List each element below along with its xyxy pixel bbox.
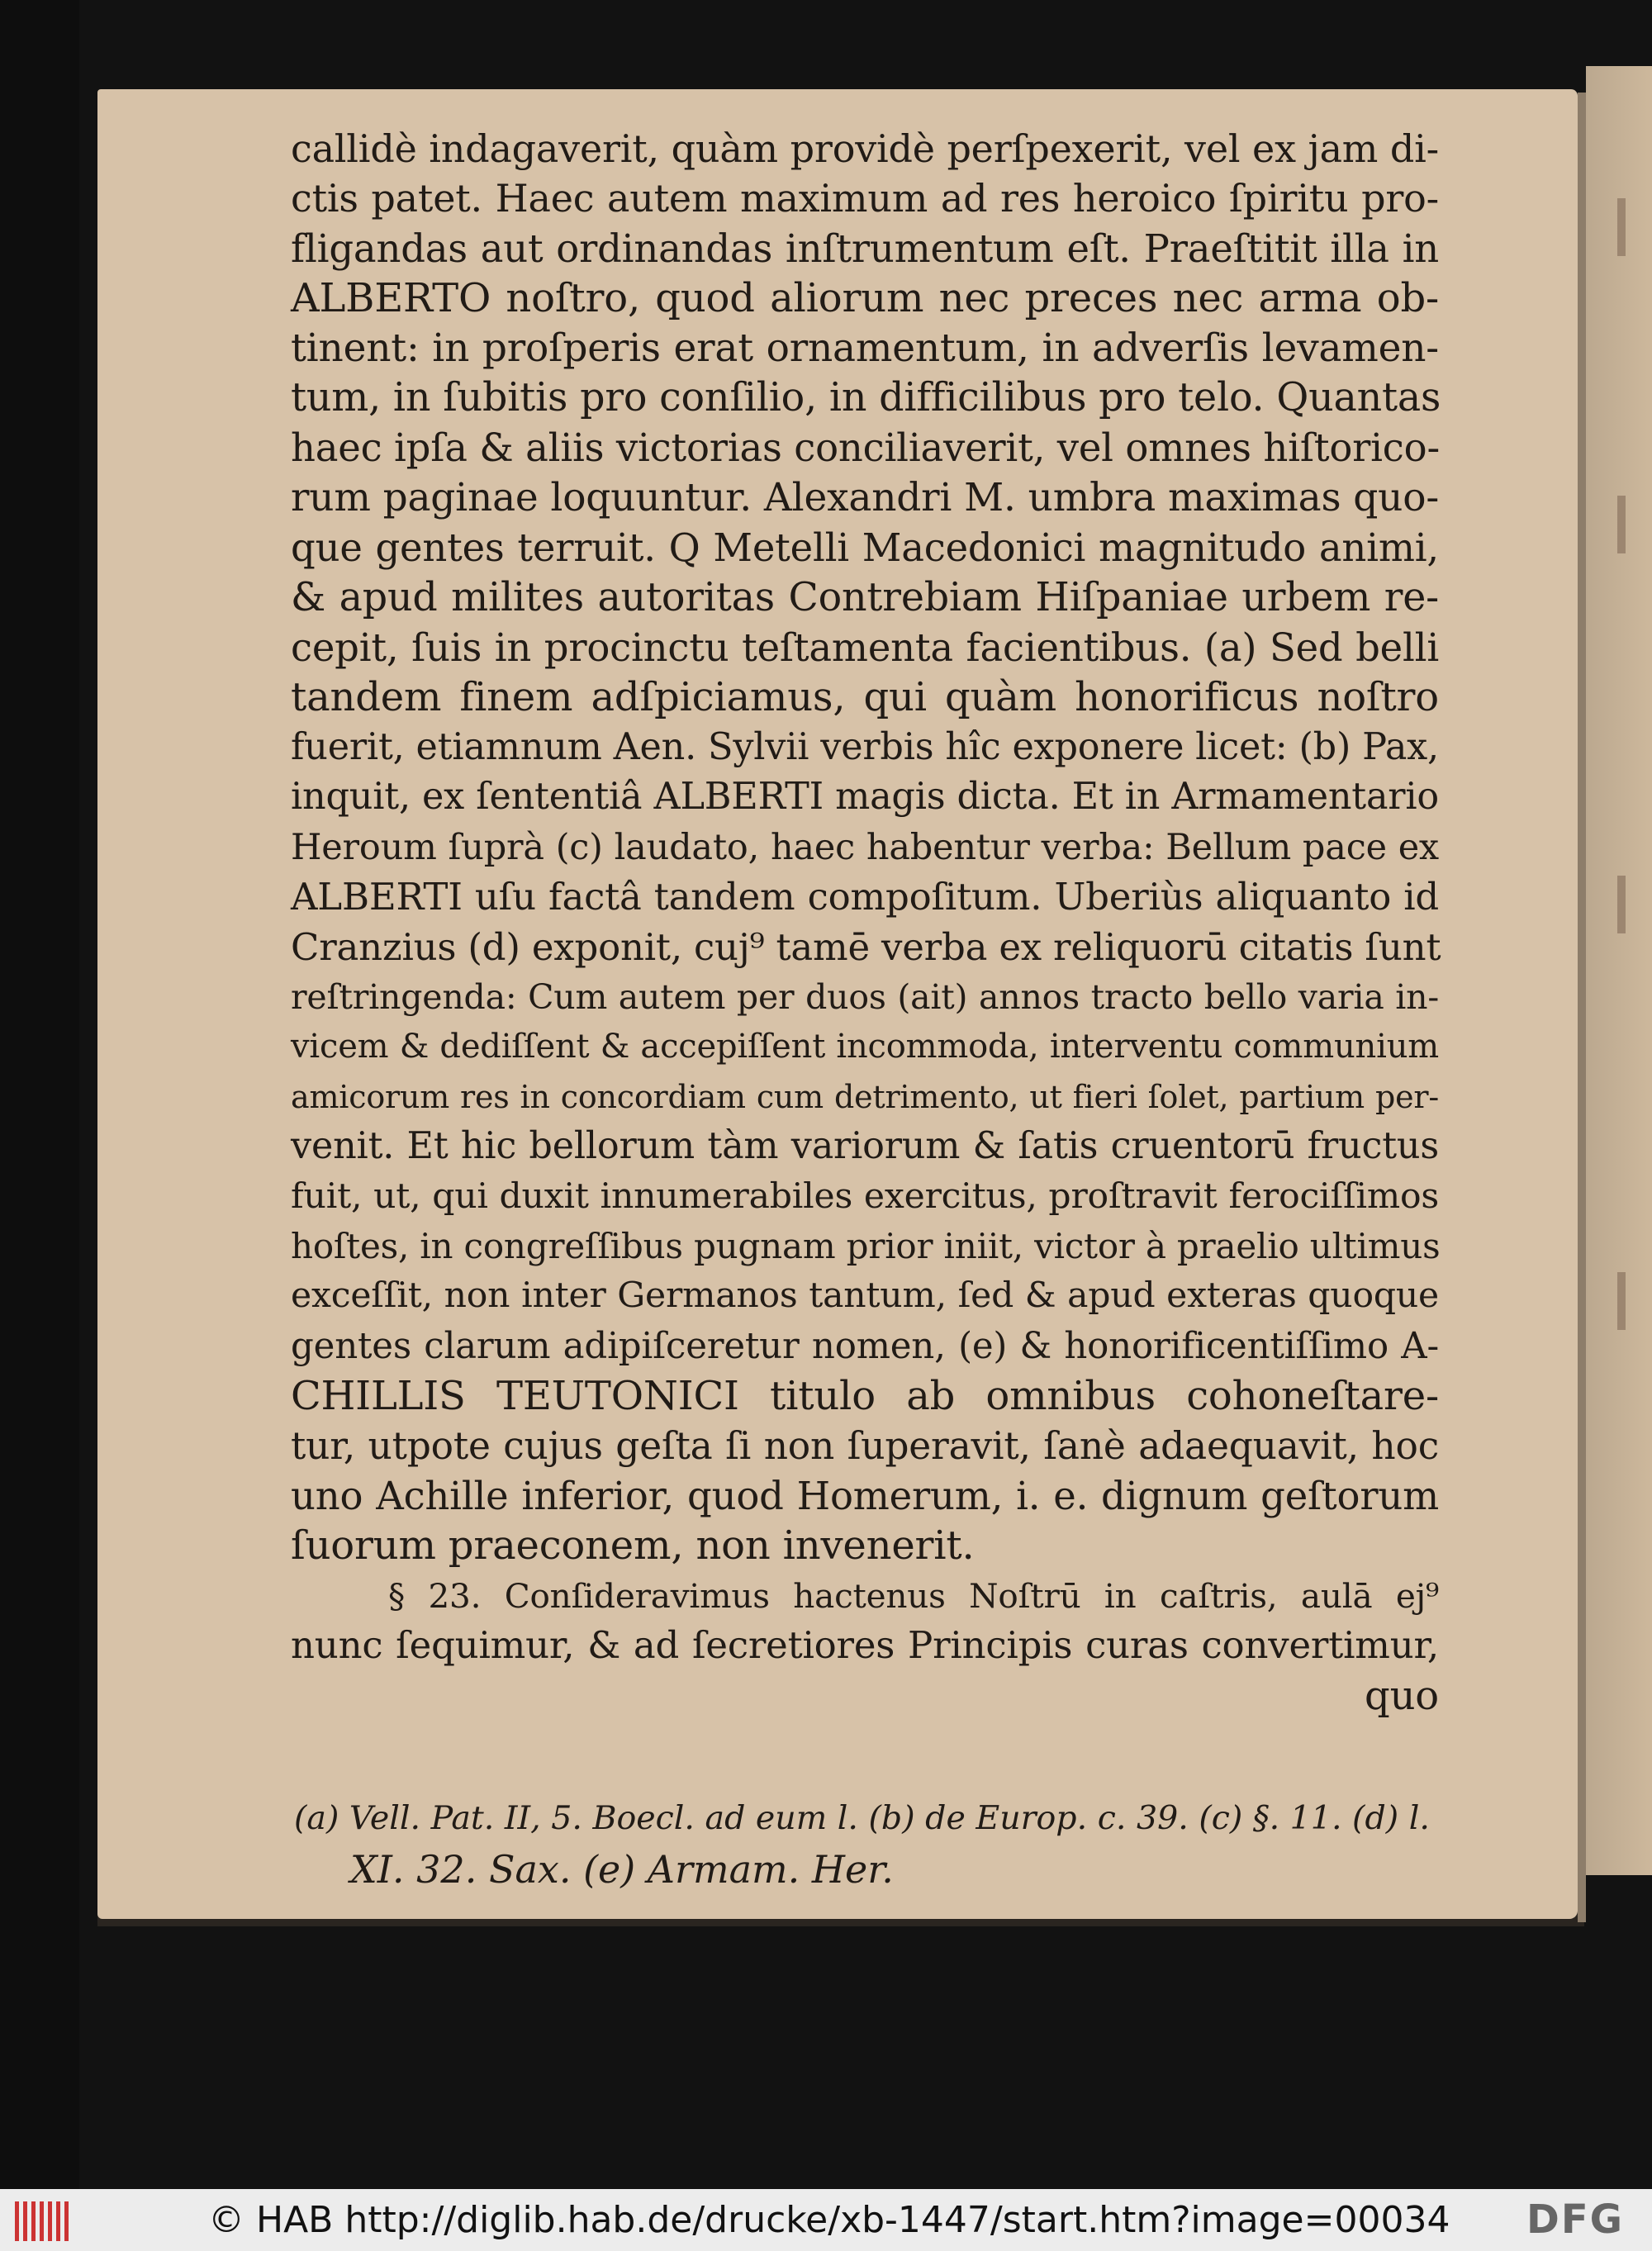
text-line: & apud milites autoritas Contrebiam Hiſpaniae urbem re- bbox=[291, 574, 1439, 620]
text-line: ALBERTI uſu factâ tandem compoſitum. Uberiùs aliquanto id bbox=[291, 875, 1439, 919]
viewer-footer bbox=[0, 2189, 1652, 2251]
facing-page-edge bbox=[1586, 66, 1652, 1875]
text-line: fuit, ut, qui duxit innumerabiles exercitus, proſtravit ferociſſimos bbox=[291, 1175, 1439, 1217]
copyright-link[interactable]: © HAB http://diglib.hab.de/drucke/xb-1447/start.htm?image=00034 bbox=[208, 2199, 1450, 2241]
text-line: callidè indagaverit, quàm providè perſpexerit, vel ex jam di- bbox=[291, 126, 1439, 171]
dfg-logo: DFG bbox=[1526, 2196, 1625, 2243]
text-line: vicem & dediſſent & accepiſſent incommoda, interventu communium bbox=[291, 1028, 1439, 1066]
text-line: amicorum res in concordiam cum detrimento, ut fieri ſolet, partium per- bbox=[291, 1078, 1439, 1115]
text-line: inquit, ex ſententiâ ALBERTI magis dicta. Et in Armamentario bbox=[291, 776, 1439, 819]
text-line: tinent: in proſperis erat ornamentum, in adverſis levamen- bbox=[291, 325, 1439, 371]
text-line: tandem finem adſpiciamus, qui quàm honorificus noſtro bbox=[291, 674, 1439, 721]
facing-page-mark bbox=[1617, 496, 1626, 553]
text-line: Heroum ſuprà (c) laudato, haec habentur verba: Bellum pace ex bbox=[291, 826, 1439, 868]
page-spine bbox=[1578, 93, 1586, 1922]
text-line: CHILLIS TEUTONICI titulo ab omnibus cohoneſtare- bbox=[291, 1373, 1439, 1420]
facing-page-mark bbox=[1617, 198, 1626, 256]
section-heading-line: § 23. Conſideravimus hactenus Noſtrū in caſtris, aulā ej⁹ bbox=[388, 1575, 1439, 1616]
text-line: fuerit, etiamnum Aen. Sylvii verbis hîc exponere licet: (b) Pax, bbox=[291, 725, 1439, 768]
text-line: ctis patet. Haec autem maximum ad res heroico ſpiritu pro- bbox=[291, 176, 1439, 221]
page-body-text bbox=[291, 124, 1439, 1721]
text-line: uno Achille inferior, quod Homerum, i. e. dignum geſtorum bbox=[291, 1473, 1439, 1518]
barcode-icon bbox=[15, 2201, 71, 2241]
text-line: haec ipſa & aliis victorias conciliaverit, vel omnes hiſtorico- bbox=[291, 425, 1440, 471]
footnotes bbox=[294, 1793, 1434, 1895]
text-line: nunc ſequimur, & ad ſecretiores Principis curas convertimur, bbox=[291, 1623, 1439, 1668]
text-line: reſtringenda: Cum autem per duos (ait) annos tracto bello varia in- bbox=[291, 976, 1439, 1017]
facing-page-mark bbox=[1617, 1272, 1626, 1330]
text-line: rum paginae loquuntur. Alexandri M. umbra maximas quo- bbox=[291, 474, 1439, 520]
text-line: tum, in ſubitis pro conſilio, in difficilibus pro telo. Quantas bbox=[291, 375, 1441, 421]
text-line: hoſtes, in congreſſibus pugnam prior iniit, victor à praelio ultimus bbox=[291, 1225, 1441, 1266]
text-line: ALBERTO noſtro, quod aliorum nec preces nec arma ob- bbox=[291, 275, 1439, 322]
text-line: Cranzius (d) exponit, cuj⁹ tamē verba ex reliquorū citatis ſunt bbox=[291, 924, 1441, 969]
footnote-line: (a) Vell. Pat. II, 5. Boecl. ad eum l. (b) de Europ. c. 39. (c) §. 11. (d) l. bbox=[294, 1799, 1430, 1837]
footnote-line: XI. 32. Sax. (e) Armam. Her. bbox=[350, 1847, 894, 1892]
text-line: venit. Et hic bellorum tàm variorum & ſatis cruentorū fructus bbox=[291, 1125, 1439, 1168]
text-line: exceſſit, non inter Germanos tantum, ſed & apud exteras quoque bbox=[291, 1275, 1439, 1317]
catchword: quo bbox=[1365, 1672, 1439, 1719]
facing-page-mark bbox=[1617, 876, 1626, 933]
text-line: tur, utpote cujus geſta ſi non ſuperavit, ſanè adaequavit, hoc bbox=[291, 1423, 1439, 1468]
text-line: que gentes terruit. Q Metelli Macedonici magnitudo animi, bbox=[291, 525, 1439, 571]
text-line: gentes clarum adipiſceretur nomen, (e) & honorificentiſſimo A- bbox=[291, 1325, 1439, 1367]
scan-board bbox=[0, 0, 79, 2189]
text-line: cepit, ſuis in procinctu teſtamenta facientibus. (a) Sed belli bbox=[291, 625, 1439, 671]
text-line: ſuorum praeconem, non invenerit. bbox=[291, 1522, 975, 1570]
text-line: fligandas aut ordinandas inſtrumentum eſt. Praeſtitit illa in bbox=[291, 226, 1439, 271]
